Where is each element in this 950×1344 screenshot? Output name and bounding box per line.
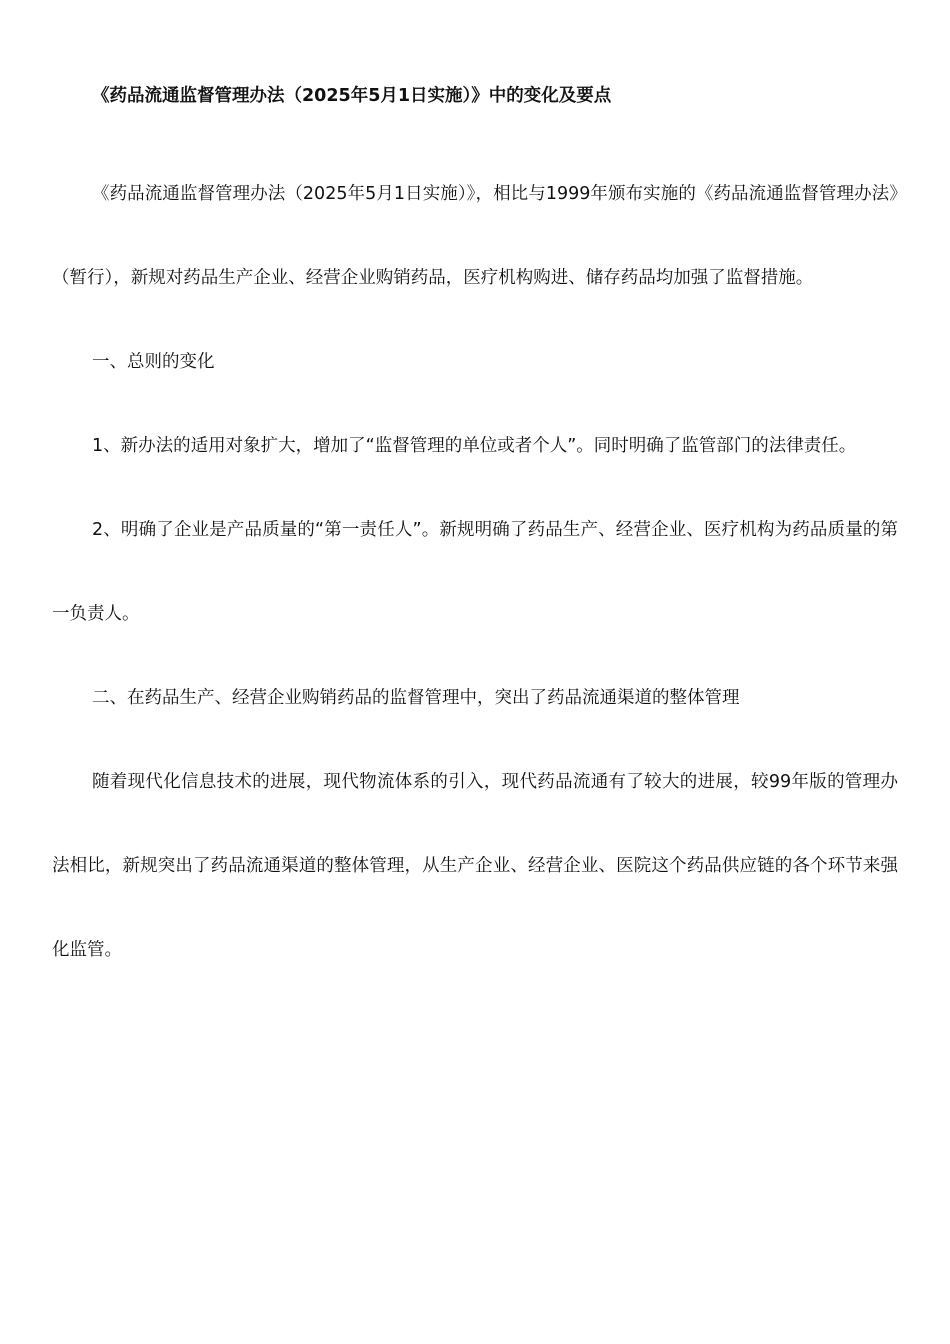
document-title: 《药品流通监督管理办法（2025年5月1日实施）》中的变化及要点 [92, 86, 612, 106]
paragraph-point-1: 1、新办法的适用对象扩大，增加了“监督管理的单位或者个人”。同时明确了监管部门的法律责任。 [92, 436, 857, 456]
paragraph-point-2: 2、明确了企业是产品质量的“第一责任人”。新规明确了药品生产、经营企业、医疗机构为药品质量的第一负责人。 [52, 520, 898, 624]
paragraph-intro: 《药品流通监督管理办法（2025年5月1日实施）》，相比与1999年颁布实施的《药品流通监督管理办法》（暂行），新规对药品生产企业、经营企业购销药品，医疗机构购进、储存药品均加强了监督措施。 [52, 184, 898, 288]
section-heading-general: 一、总则的变化 [92, 352, 215, 372]
section-heading-distribution: 二、在药品生产、经营企业购销药品的监督管理中，突出了药品流通渠道的整体管理 [92, 688, 740, 708]
document-page [52, 70, 898, 992]
paragraph-distribution: 随着现代化信息技术的进展，现代物流体系的引入，现代药品流通有了较大的进展，较99年版的管理办法相比，新规突出了药品流通渠道的整体管理，从生产企业、经营企业、医院这个药品供应链的各个环节来强化监管。 [52, 772, 898, 960]
